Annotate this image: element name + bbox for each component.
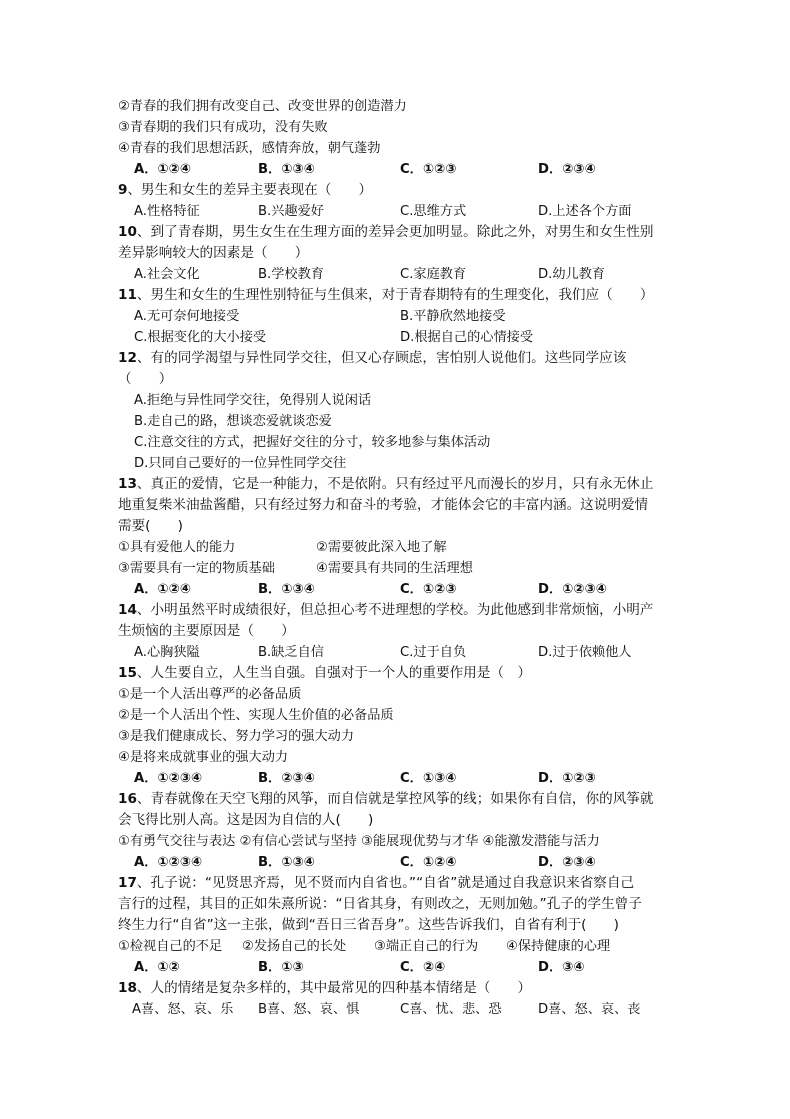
q15-item-1: ①是一个人活出尊严的必备品质 bbox=[118, 687, 302, 702]
q18-stem bbox=[118, 978, 531, 999]
q11-number: 11 bbox=[118, 287, 137, 303]
q17-options bbox=[118, 957, 678, 978]
q10-number: 10 bbox=[118, 224, 137, 240]
q13-stem-line-3: 需要( ) bbox=[118, 518, 183, 534]
q16-stem-line-2: 会飞得比别人高。这是因为自信的人( ) bbox=[118, 812, 374, 828]
q12-number: 12 bbox=[118, 350, 137, 366]
q11-option-b: B.平静欣然地接受 bbox=[400, 309, 506, 324]
q10-options bbox=[118, 264, 678, 285]
q11-options-row-2 bbox=[118, 327, 678, 348]
q17-items bbox=[118, 936, 678, 957]
q8-option-d: D．②③④ bbox=[538, 162, 596, 177]
q12-text: 、有的同学渴望与异性同学交往，但又心存顾虑，害怕别人说他们。这些同学应该 bbox=[136, 350, 627, 366]
q16-option-c: C．①②④ bbox=[400, 855, 457, 870]
q17-item-4: ④保持健康的心理 bbox=[506, 939, 611, 954]
q8-option-c: C．①②③ bbox=[400, 162, 457, 177]
q9-stem bbox=[118, 180, 372, 201]
q13-items-row-2 bbox=[118, 558, 678, 579]
q10-stem-line-2: 差异影响较大的因素是（ ） bbox=[118, 245, 309, 261]
q10-option-c: C.家庭教育 bbox=[400, 267, 467, 282]
q8-item-3: ③青春期的我们只有成功，没有失败 bbox=[118, 120, 328, 135]
q15-item-4: ④是将来成就事业的强大动力 bbox=[118, 750, 289, 765]
q17-item-3: ③端正自己的行为 bbox=[374, 939, 479, 954]
q12-stem-line-1 bbox=[118, 348, 626, 369]
q9-option-b: B.兴趣爱好 bbox=[258, 204, 324, 219]
q17-item-2: ②发扬自己的长处 bbox=[242, 939, 347, 954]
q15-item-3: ③是我们健康成长、努力学习的强大动力 bbox=[118, 729, 355, 744]
q11-options-row-1 bbox=[118, 306, 678, 327]
q13-text: 、真正的爱情，它是一种能力，不是依附。只有经过平凡而漫长的岁月，只有永无休止 bbox=[136, 476, 654, 492]
q13-options bbox=[118, 579, 678, 600]
q13-item-4: ④需要具有共同的生活理想 bbox=[316, 561, 473, 576]
q14-text: 、小明虽然平时成绩很好，但总担心考不进理想的学校。为此他感到非常烦恼，小明产 bbox=[136, 602, 654, 618]
q9-option-a: A.性格特征 bbox=[134, 204, 200, 219]
q14-options bbox=[118, 642, 678, 663]
q11-option-d: D.根据自己的心情接受 bbox=[400, 330, 534, 345]
q9-option-d: D.上述各个方面 bbox=[538, 204, 632, 219]
q12-option-c: C.注意交往的方式，把握好交往的分寸，较多地参与集体活动 bbox=[134, 435, 491, 450]
q18-option-d: D喜、怒、哀、丧 bbox=[538, 1002, 641, 1017]
q13-number: 13 bbox=[118, 476, 137, 492]
q16-text: 、青春就像在天空飞翔的风筝，而自信就是掌控风筝的线；如果你有自信，你的风筝就 bbox=[136, 791, 654, 807]
q14-option-b: B.缺乏自信 bbox=[258, 645, 324, 660]
q17-stem-line-1 bbox=[118, 873, 634, 894]
q8-option-b: B．①③④ bbox=[258, 162, 315, 177]
q15-item-2: ②是一个人活出个性、实现人生价值的必备品质 bbox=[118, 708, 394, 723]
q12-option-d: D.只同自己要好的一位异性同学交往 bbox=[134, 456, 347, 471]
q15-option-d: D．①②③ bbox=[538, 771, 596, 786]
q11-option-c: C.根据变化的大小接受 bbox=[134, 330, 267, 345]
q16-stem-line-1 bbox=[118, 789, 653, 810]
q13-option-d: D．①②③④ bbox=[538, 582, 607, 597]
q11-text: 、男生和女生的生理性别特征与生俱来，对于青春期特有的生理变化，我们应（ ） bbox=[136, 287, 654, 303]
q13-option-c: C．①②③ bbox=[400, 582, 457, 597]
q8-item-2: ②青春的我们拥有改变自己、改变世界的创造潜力 bbox=[118, 99, 407, 114]
q13-items-row-1 bbox=[118, 537, 678, 558]
q17-item-1: ①检视自己的不足 bbox=[118, 939, 223, 954]
q14-stem-line-1 bbox=[118, 600, 653, 621]
q15-stem bbox=[118, 663, 531, 684]
q12-option-a: A.拒绝与异性同学交往，免得别人说闲话 bbox=[134, 393, 372, 408]
q13-stem-line-1 bbox=[118, 474, 653, 495]
q13-stem-line-2: 地重复柴米油盐酱醋，只有经过努力和奋斗的考验，才能体会它的丰富内涵。这说明爱情 bbox=[118, 497, 649, 513]
q16-option-b: B．①③④ bbox=[258, 855, 315, 870]
q15-option-b: B．②③④ bbox=[258, 771, 315, 786]
q13-option-a: A．①②④ bbox=[134, 582, 191, 597]
q13-item-1: ①具有爱他人的能力 bbox=[118, 540, 236, 555]
q9-options bbox=[118, 201, 678, 222]
q8-option-a: A．①②④ bbox=[134, 162, 191, 177]
q15-option-c: C．①③④ bbox=[400, 771, 457, 786]
q9-number: 9 bbox=[118, 182, 128, 198]
q17-stem-line-3: 终生力行“自省”这一主张，做到“吾日三省吾身”。这些告诉我们，自省有利于( ) bbox=[118, 917, 619, 933]
q14-number: 14 bbox=[118, 602, 137, 618]
q13-option-b: B．①③④ bbox=[258, 582, 315, 597]
q14-stem-line-2: 生烦恼的主要原因是（ ） bbox=[118, 623, 295, 639]
q14-option-d: D.过于依赖他人 bbox=[538, 645, 632, 660]
q18-options bbox=[118, 999, 678, 1020]
q17-option-a: A．①② bbox=[134, 960, 180, 975]
q18-option-c: C喜、忧、悲、恐 bbox=[400, 1002, 502, 1017]
q17-option-d: D．③④ bbox=[538, 960, 585, 975]
q12-stem-line-2: （ ） bbox=[118, 371, 173, 387]
q13-item-2: ②需要彼此深入地了解 bbox=[316, 540, 447, 555]
q18-number: 18 bbox=[118, 980, 137, 996]
q8-item-4: ④青春的我们思想活跃，感情奔放，朝气蓬勃 bbox=[118, 141, 381, 156]
q9-text: 、男生和女生的差异主要表现在（ ） bbox=[127, 182, 373, 198]
q14-option-c: C.过于自负 bbox=[400, 645, 467, 660]
q17-option-c: C．②④ bbox=[400, 960, 446, 975]
q17-stem-line-2: 言行的过程，其目的正如朱熹所说：“日省其身，有则改之，无则加勉。”孔子的学生曾子 bbox=[118, 896, 642, 912]
q15-options bbox=[118, 768, 678, 789]
q17-text: 、孔子说：“见贤思齐焉，见不贤而内自省也。”“自省”就是通过自我意识来省察自己 bbox=[136, 875, 635, 891]
q10-option-b: B.学校教育 bbox=[258, 267, 324, 282]
q18-option-a: A喜、怒、哀、乐 bbox=[132, 1002, 234, 1017]
q11-stem bbox=[118, 285, 653, 306]
q15-text: 、人生要自立，人生当自强。自强对于一个人的重要作用是（ ） bbox=[136, 665, 532, 681]
q12-option-b: B.走自己的路，想谈恋爱就谈恋爱 bbox=[134, 414, 332, 429]
q17-option-b: B．①③ bbox=[258, 960, 304, 975]
q18-option-b: B喜、怒、哀、惧 bbox=[258, 1002, 360, 1017]
q13-item-3: ③需要具有一定的物质基础 bbox=[118, 561, 275, 576]
q8-options bbox=[118, 159, 678, 180]
q15-option-a: A．①②③④ bbox=[134, 771, 203, 786]
q16-option-d: D．②③④ bbox=[538, 855, 596, 870]
q11-option-a: A.无可奈何地接受 bbox=[134, 309, 240, 324]
q10-option-d: D.幼儿教育 bbox=[538, 267, 606, 282]
q14-option-a: A.心胸狭隘 bbox=[134, 645, 200, 660]
q17-number: 17 bbox=[118, 875, 137, 891]
q10-option-a: A.社会文化 bbox=[134, 267, 200, 282]
q16-number: 16 bbox=[118, 791, 137, 807]
q18-text: 、人的情绪是复杂多样的，其中最常见的四种基本情绪是（ ） bbox=[136, 980, 532, 996]
q16-options bbox=[118, 852, 678, 873]
q16-items: ①有勇气交往与表达 ②有信心尝试与坚持 ③能展现优势与才华 ④能激发潜能与活力 bbox=[118, 834, 600, 849]
q9-option-c: C.思维方式 bbox=[400, 204, 467, 219]
q10-text: 、到了青春期，男生女生在生理方面的差异会更加明显。除此之外，对男生和女生性别 bbox=[136, 224, 654, 240]
q15-number: 15 bbox=[118, 665, 137, 681]
q16-option-a: A．①②③④ bbox=[134, 855, 203, 870]
q10-stem-line-1 bbox=[118, 222, 653, 243]
